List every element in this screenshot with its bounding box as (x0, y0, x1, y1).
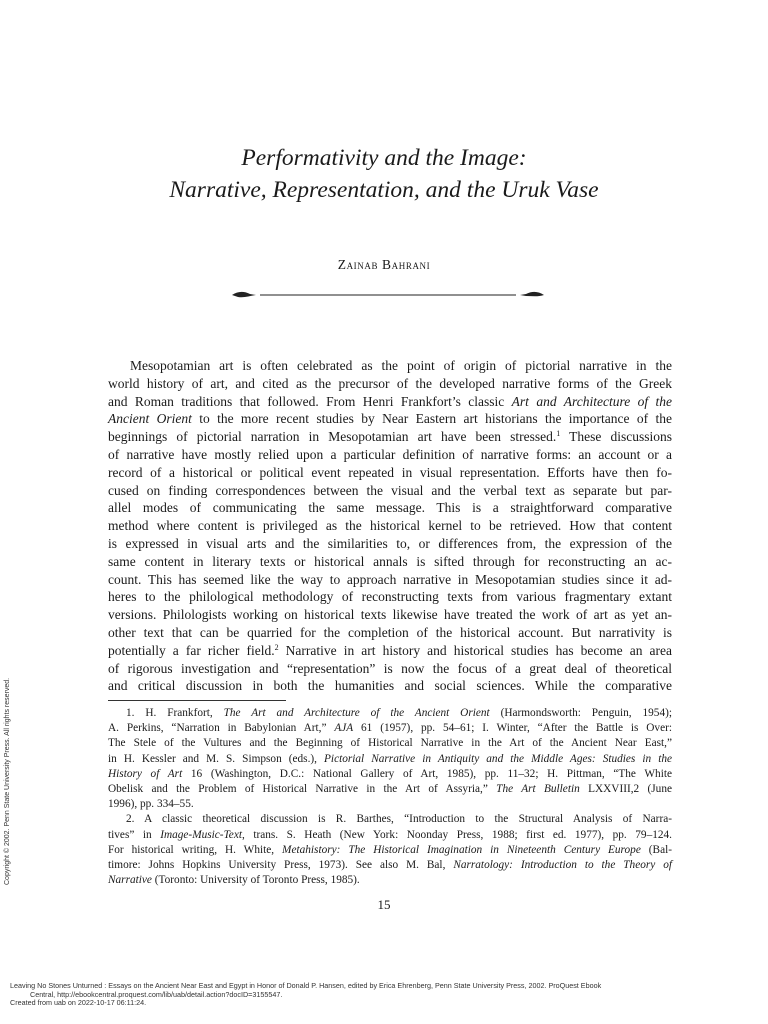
footnote-2-line: tives” in Image-Music-Text, trans. S. Heath (New York: Noonday Press, 1988; first ed. 1977), pp. 79–124. (108, 828, 672, 841)
title-ornament-rule (230, 288, 546, 302)
footnote-1-line: in H. Kessler and M. S. Simpson (eds.), Pictorial Narrative in Antiquity and the Middle Ages: Studies in the (108, 752, 672, 765)
citation-line-2: Central, http://ebookcentral.proquest.com/lib/uab/detail.action?docID=3155547. (30, 989, 283, 999)
left-flourish-icon (232, 292, 256, 297)
citation-line-1: Leaving No Stones Unturned : Essays on the Ancient Near East and Egypt in Honor of Donald P. Hansen, edited by Erica Ehrenberg, Penn State University Press, 2002. ProQuest Ebook (10, 981, 602, 990)
text-line: and Roman traditions that followed. From Henri Frankfort’s classic Art and Architecture of the (108, 393, 672, 409)
title-line-1: Performativity and the Image: (241, 145, 527, 171)
text-line: Ancient Orient to the more recent studies by Near Eastern art historians the importance of the (108, 411, 672, 427)
title-line-2: Narrative, Representation, and the Uruk Vase (169, 177, 599, 203)
text-line: beginnings of pictorial narration in Mesopotamian art have been stressed.$^1$ These discussions (108, 429, 673, 445)
footnotes (108, 706, 672, 888)
text-line: record of a historical or political event repeated in visual representation. Efforts have then fo- (108, 464, 672, 480)
footnote-1-line: 1996), pp. 334–55. (108, 798, 194, 811)
source-citation (10, 982, 750, 1008)
text-line: count. This has seemed like the way to approach narrative in Mesopotamian studies since it ad- (108, 571, 672, 587)
citation-line-3: Created from uab on 2022-10-17 06:11:24. (10, 998, 147, 1008)
text-line: same content in literary texts or historical annals is sifted through for reconstructing an ac- (108, 553, 672, 569)
footnote-1-line: The Stele of the Vultures and the Beginning of Historical Narrative in the Art of the Ancient Near East,” (108, 737, 672, 750)
text-line: other text that can be quarried for the completion of the historical account. But narrativity is (108, 624, 672, 640)
footnote-1-line: History of Art 16 (Washington, D.C.: National Gallery of Art, 1985), pp. 11–32; H. Pittman, “The White (108, 767, 672, 780)
text-line: and critical discussion in both the humanities and social sciences. While the comparative (108, 678, 672, 694)
right-flourish-icon (520, 292, 544, 296)
text-line: cused on finding correspondences between the visual and the verbal text as separate but par- (108, 482, 672, 498)
article-title (60, 142, 708, 206)
text-line: potentially a far richer field.$^2$ Narrative in art history and historical studies has become an area (108, 642, 672, 658)
footnote-1-line: Obelisk and the Problem of Historical Narrative in the Art of Assyria,” The Art Bulletin LXXVIII,2 (June (108, 782, 672, 795)
footnote-2-line: Narrative (Toronto: University of Toronto Press, 1985). (108, 874, 360, 887)
footnote-1-line: 1. H. Frankfort, The Art and Architecture of the Ancient Orient (Harmondsworth: Penguin, 1954); (126, 707, 672, 719)
text-line: Mesopotamian art is often celebrated as the point of origin of pictorial narrative in the (130, 358, 672, 373)
footnote-ref-2: 2 (274, 642, 279, 652)
footnote-2-line: For historical writing, H. White, Metahistory: The Historical Imagination in Nineteenth Century Europe (Bal- (108, 843, 672, 856)
author-name: Zainab Bahrani (337, 257, 431, 272)
footnote-1-line: A. Perkins, “Narration in Babylonian Art,” AJA 61 (1957), pp. 54–61; I. Winter, “After the Battle is Over: (108, 722, 672, 735)
text-line: method where content is privileged as the historical kernel to be retrieved. How that content (108, 518, 672, 534)
text-line: of narrative have mostly relied upon a particular definition of narrative forms: an account or a (108, 446, 672, 462)
footnote-divider (108, 700, 286, 701)
text-line: versions. Philologists working on historical texts likewise have treated the work of art as yet an- (108, 607, 672, 623)
text-line: heres to the philological methodology of reconstructing texts from various fragmentary extant (108, 589, 672, 605)
side-copyright-notice: Copyright © 2002. Penn State University Press. All rights reserved. (4, 677, 11, 885)
text-line: world history of art, and cited as the precursor of the developed narrative forms of the Greek (108, 375, 672, 391)
footnote-2-line: 2. A classic theoretical discussion is R. Barthes, “Introduction to the Structural Analysis of Narra- (126, 813, 672, 826)
page-number: 15 (377, 897, 391, 912)
body-paragraph (108, 357, 672, 695)
footnote-ref-1: 1 (556, 429, 561, 439)
text-line: allel modes of communicating the same message. This is a straightforward comparative (108, 500, 672, 516)
footnote-2-line: timore: Johns Hopkins University Press, 1973). See also M. Bal, Narratology: Introduction to the Theory of (108, 858, 672, 871)
text-line: of rigorous investigation and “representation” is now the focus of a great deal of theoretical (108, 660, 672, 676)
text-line: is expressed in visual arts and the similarities to, or differences from, the expression of the (108, 535, 672, 551)
